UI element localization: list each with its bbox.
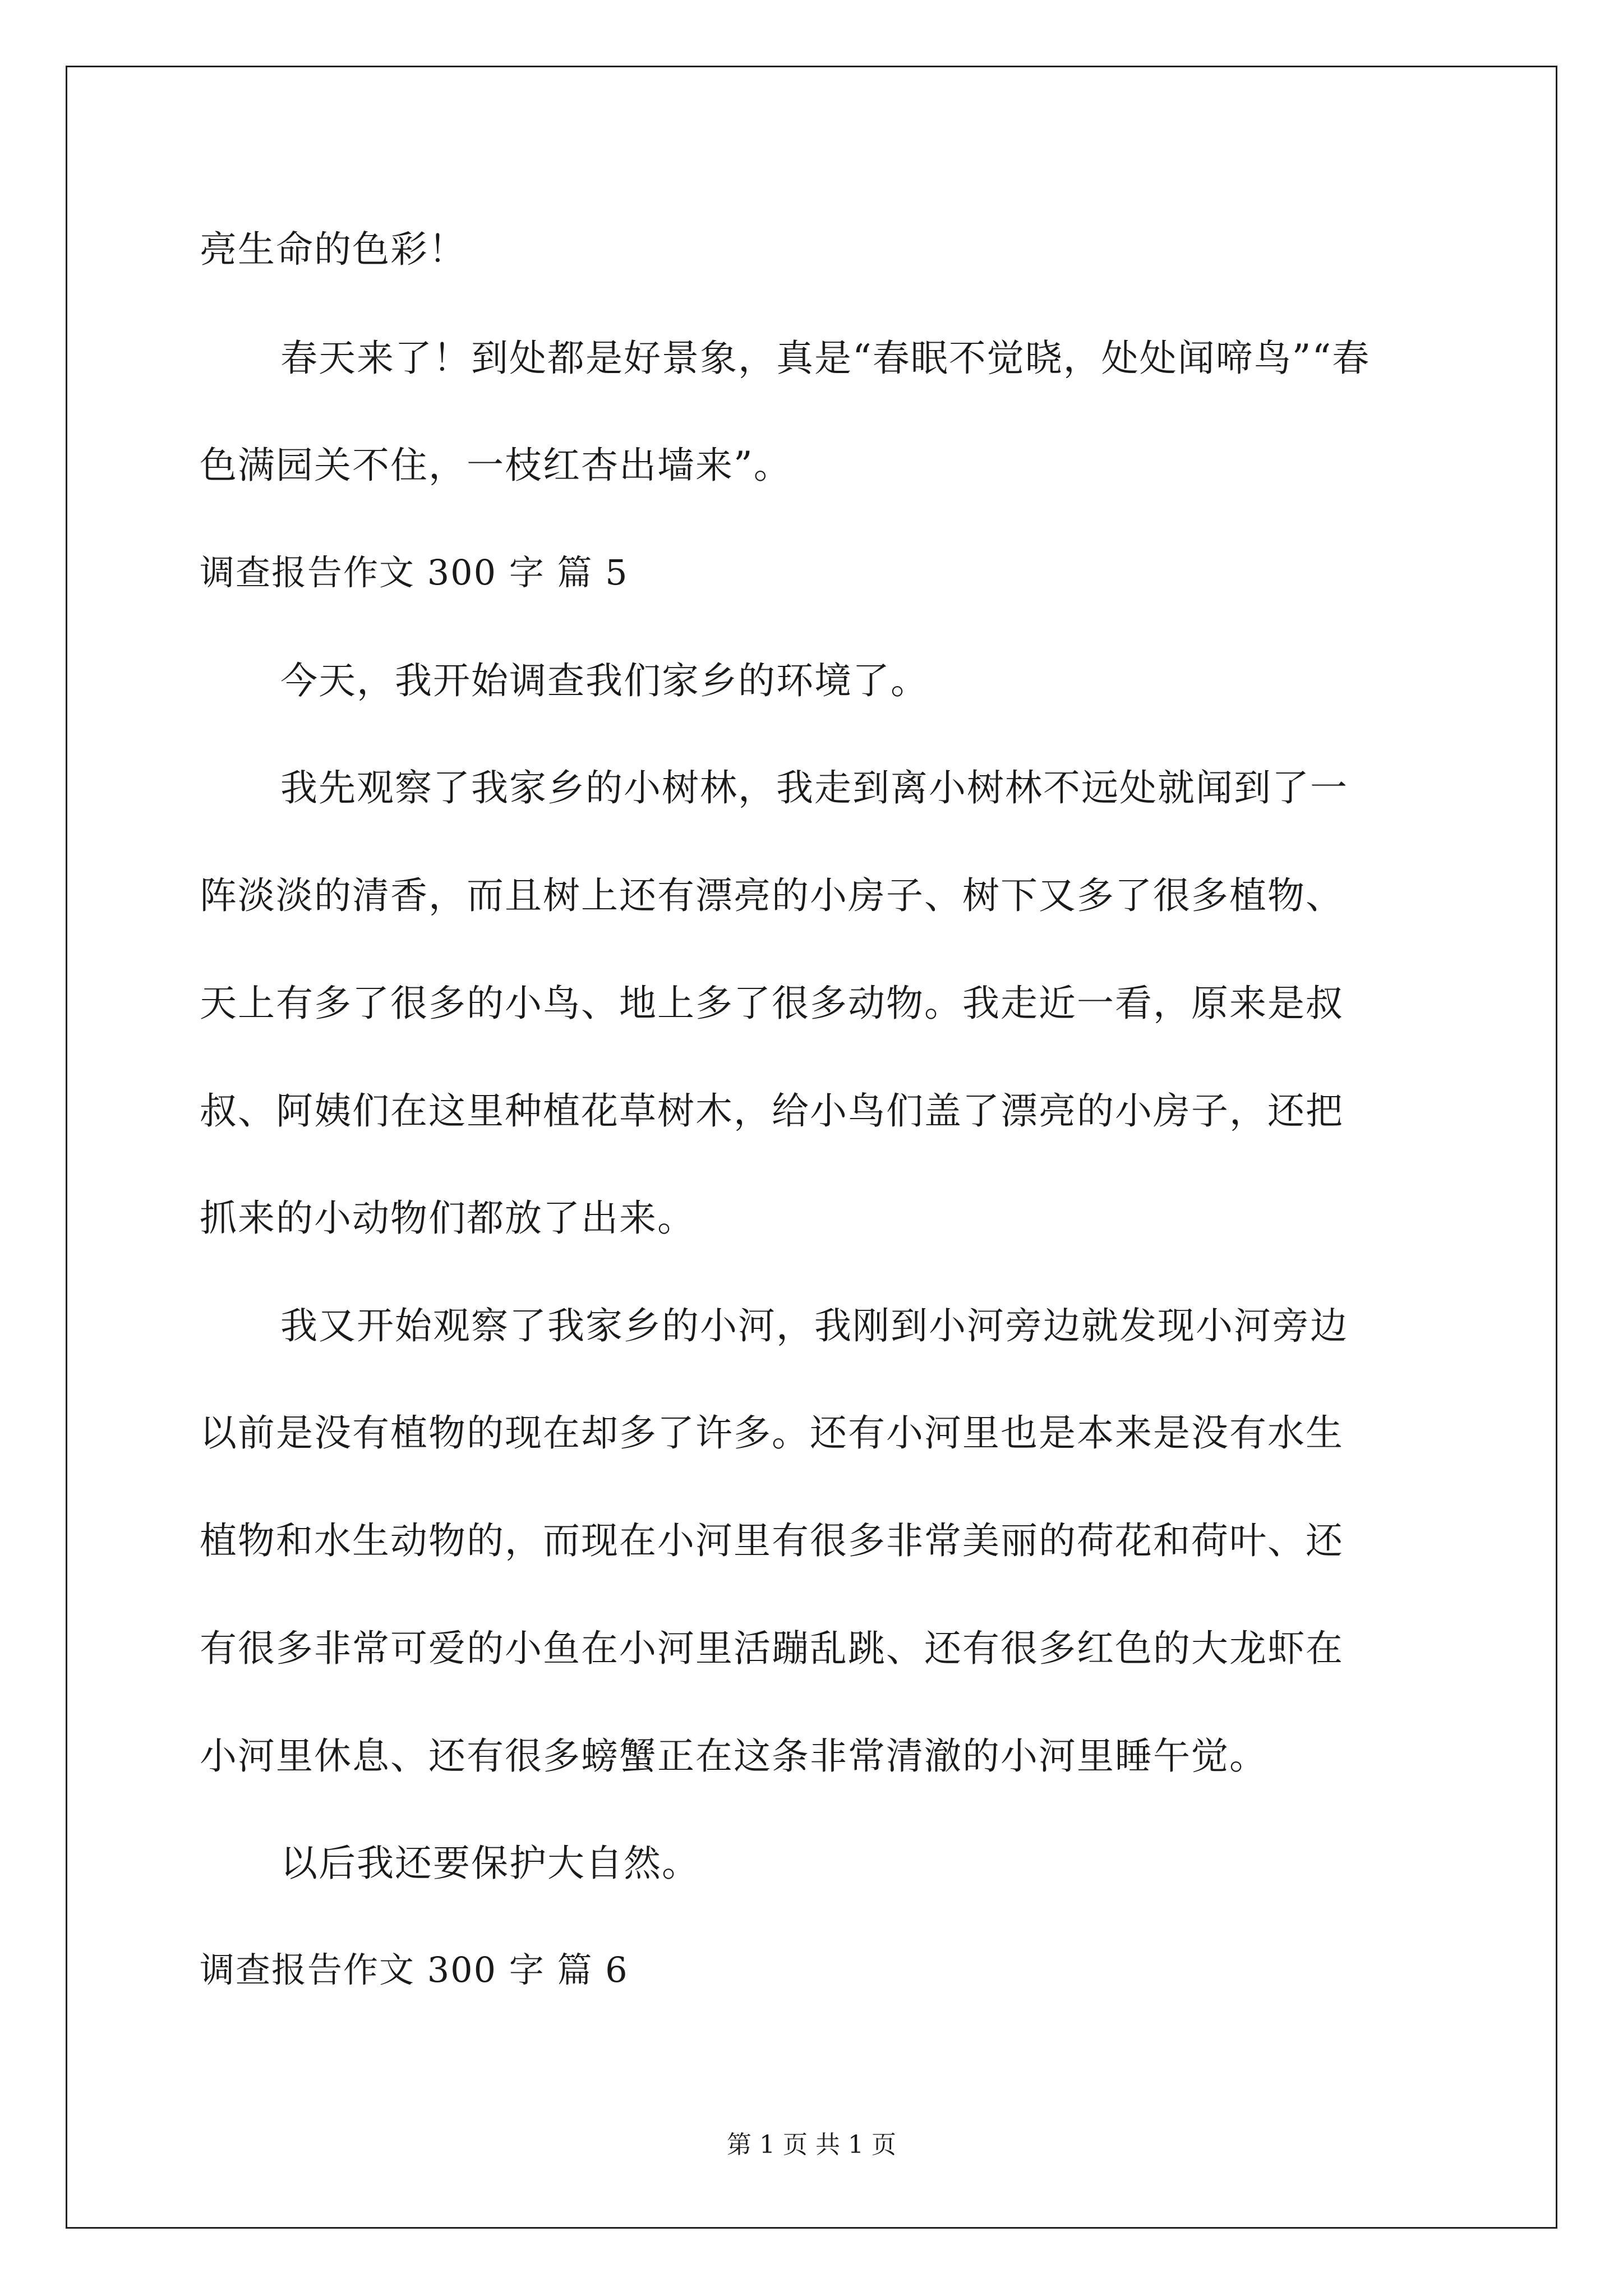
- river-paragraph-line-2: 以前是没有植物的现在却多了许多。还有小河里也是本来是没有水生: [200, 1411, 1344, 1455]
- river-paragraph-line-5: 小河里休息、还有很多螃蟹正在这条非常清澈的小河里睡午觉。: [200, 1734, 1267, 1778]
- woods-paragraph-line-3: 天上有多了很多的小鸟、地上多了很多动物。我走近一看，原来是叔: [200, 982, 1344, 1025]
- spring-paragraph-line-2: 色满园关不住，一枝红杏出墙来”。: [200, 444, 792, 487]
- woods-paragraph-line-5: 抓来的小动物们都放了出来。: [200, 1197, 695, 1240]
- river-paragraph-line-3: 植物和水生动物的，而现在小河里有很多非常美丽的荷花和荷叶、还: [200, 1519, 1344, 1562]
- river-paragraph-line-4: 有很多非常可爱的小鱼在小河里活蹦乱跳、还有很多红色的大龙虾在: [200, 1627, 1344, 1670]
- continuation-line-1: 亮生命的色彩！: [200, 228, 467, 271]
- woods-paragraph-line-2: 阵淡淡的清香，而且树上还有漂亮的小房子、树下又多了很多植物、: [200, 874, 1344, 917]
- spring-paragraph-line-1: 春天来了！到处都是好景象，真是“春眠不觉晓，处处闻啼鸟”“春: [280, 337, 1371, 380]
- page-border: [66, 66, 1557, 2229]
- woods-paragraph-line-4: 叔、阿姨们在这里种植花草树木，给小鸟们盖了漂亮的小房子，还把: [200, 1089, 1344, 1133]
- river-paragraph-line-1: 我又开始观察了我家乡的小河，我刚到小河旁边就发现小河旁边: [280, 1304, 1348, 1347]
- protect-paragraph-line-1: 以后我还要保护大自然。: [280, 1842, 700, 1885]
- page-number-footer: 第 1 页 共 1 页: [727, 2131, 896, 2159]
- today-paragraph-line-1: 今天，我开始调查我们家乡的环境了。: [280, 659, 929, 702]
- section-heading-6: 调查报告作文 300 字 篇 6: [200, 1949, 629, 1990]
- woods-paragraph-line-1: 我先观察了我家乡的小树林，我走到离小树林不远处就闻到了一: [280, 766, 1348, 809]
- section-heading-5: 调查报告作文 300 字 篇 5: [200, 552, 629, 593]
